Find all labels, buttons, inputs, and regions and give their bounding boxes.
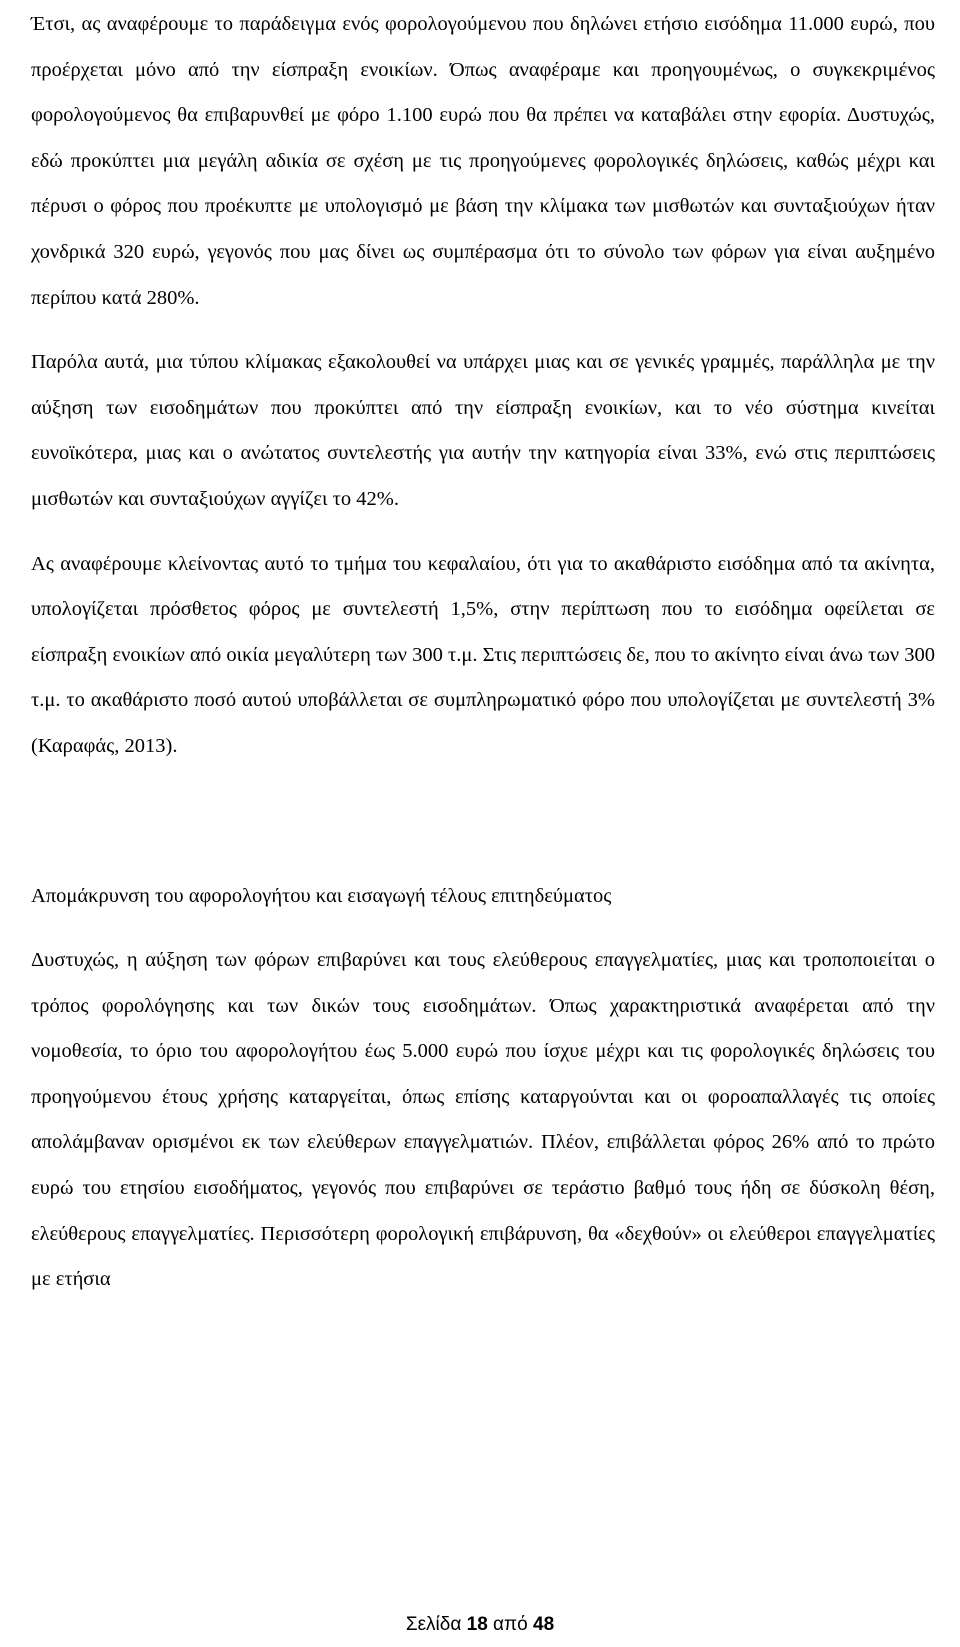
paragraph-additional-tax: Ας αναφέρουμε κλείνοντας αυτό το τμήμα του κεφαλαίου, ότι για το ακαθάριστο εισόδημα από τα ακίνητα, υπολογίζεται πρόσθετος φόρος με συντελεστή 1,5%, στην περίπτωση που το εισόδημα οφείλεται σε είσπραξη ενοικίων από οικία μεγαλύτερη των 300 τ.μ. Στις περιπτώσεις δε, που το ακίνητο είναι άνω των 300 τ.μ. το ακαθάριστο ποσό αυτού υποβάλλεται σε συμπληρωματικό φόρο που υπολογίζεται με συντελεστή 3% (Καραφάς, 2013). [31, 552, 935, 757]
paragraph-tax-scale: Παρόλα αυτά, μια τύπου κλίμακας εξακολουθεί να υπάρχει μιας και σε γενικές γραμμές, παράλληλα με την αύξηση των εισοδημάτων που προκύπτει από την είσπραξη ενοικίων, και το νέο σύστημα κινείται ευνοϊκότερα, μιας και ο ανώτατος συντελεστής για αυτήν την κατηγορία είναι 33%, ενώ στις περιπτώσεις μισθωτών και συνταξιούχων αγγίζει το 42%. [31, 351, 935, 510]
footer-current-page: 18 [466, 1614, 488, 1635]
page-body [31, 0, 935, 1303]
paragraph-freelancers: Δυστυχώς, η αύξηση των φόρων επιβαρύνει και τους ελεύθερους επαγγελματίες, μιας και τροποποιείται ο τρόπος φορολόγησης και των δικών τους εισοδημάτων. Όπως χαρακτηριστικά αναφέρεται από την νομοθεσία, το όριο του αφορολογήτου έως 5.000 ευρώ που ίσχυε μέχρι και τις φορολογικές δηλώσεις του προηγούμενου έτους χρήσης καταργείται, όπως επίσης καταργούνται και οι φοροαπαλλαγές τις οποίες απολάμβαναν ορισμένοι εκ των ελεύθερων επαγγελματιών. Πλέον, επιβάλλεται φόρος 26% από το πρώτο ευρώ του ετησίου εισοδήματος, γεγονός που επιβαρύνει σε τεράστιο βαθμό τους ήδη σε δύσκολη θέση, ελεύθερους επαγγελματίες. Περισσότερη φορολογική επιβάρυνση, θα «δεχθούν» οι ελεύθεροι επαγγελματίες με ετήσια [31, 949, 935, 1291]
page-footer [0, 1612, 960, 1638]
footer-separator: από [493, 1614, 528, 1635]
section-heading: Απομάκρυνση του αφορολογήτου και εισαγωγή τέλους επιτηδεύματος [31, 884, 612, 907]
footer-total-pages: 48 [533, 1614, 555, 1635]
footer-page-prefix: Σελίδα [405, 1614, 462, 1635]
paragraph-rental-income-example: Έτσι, ας αναφέρουμε το παράδειγμα ενός φορολογούμενου που δηλώνει ετήσιο εισόδημα 11.000 ευρώ, που προέρχεται μόνο από την είσπραξη ενοικίων. Όπως αναφέραμε και προηγουμένως, ο συγκεκριμένος φορολογούμενος θα επιβαρυνθεί με φόρο 1.100 ευρώ που θα πρέπει να καταβάλει στην εφορία. Δυστυχώς, εδώ προκύπτει μια μεγάλη αδικία σε σχέση με τις προηγούμενες φορολογικές δηλώσεις, καθώς μέχρι και πέρυσι ο φόρος που προέκυπτε με υπολογισμό με βάση την κλίμακα των μισθωτών και συνταξιούχων ήταν χονδρικά 320 ευρώ, γεγονός που μας δίνει ως συμπέρασμα ότι το σύνολο των φόρων για είναι αυξημένο περίπου κατά 280%. [31, 13, 935, 309]
